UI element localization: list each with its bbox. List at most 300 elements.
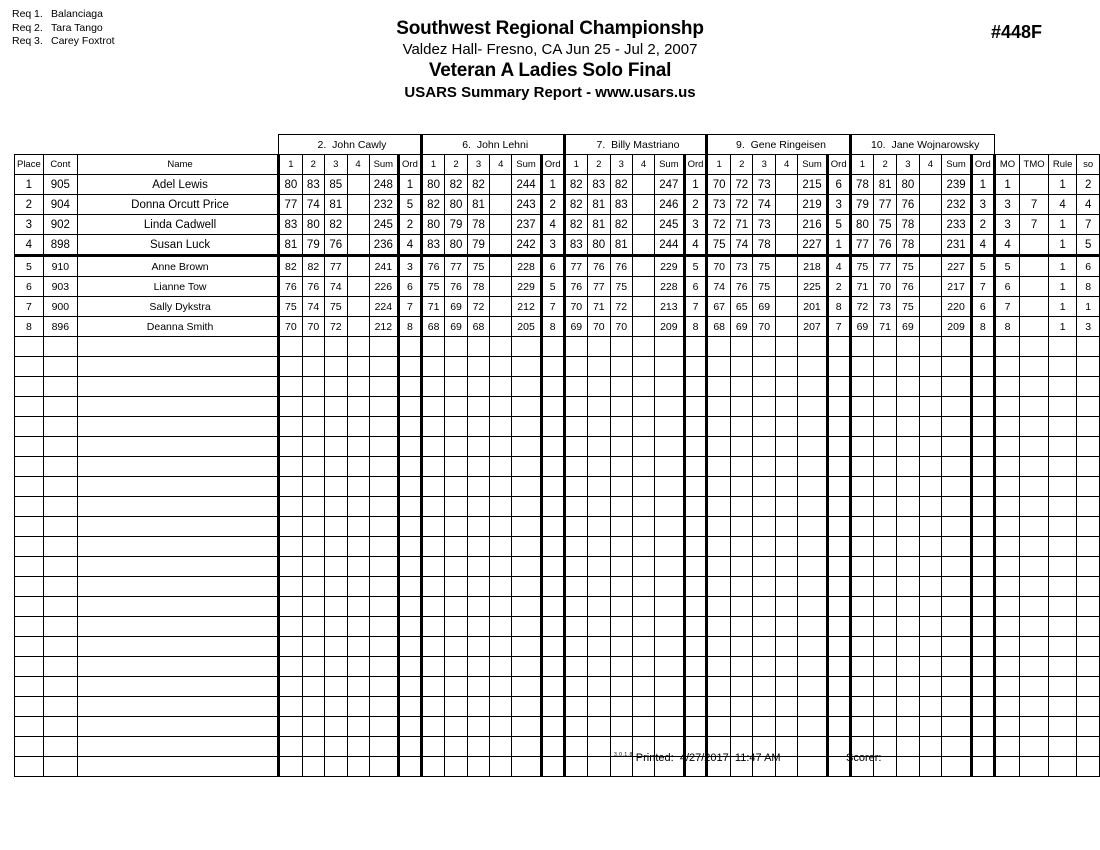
- empty-table-row[interactable]: [15, 577, 1100, 597]
- row-j3-s1: 69: [564, 317, 587, 337]
- row-j5-sum: [942, 357, 972, 377]
- row-cont: 902: [43, 215, 77, 235]
- header-j1-2: 2: [302, 155, 324, 175]
- row-j1-s3: 85: [325, 175, 347, 195]
- row-tmo: [1020, 357, 1049, 377]
- row-j1-sum: [369, 637, 399, 657]
- row-j5-sum: 239: [942, 175, 972, 195]
- row-j3-s1: 82: [564, 175, 587, 195]
- row-j4-s1: [707, 617, 731, 637]
- row-j2-sum: [512, 517, 542, 537]
- row-j4-s3: [753, 557, 776, 577]
- row-j5-sum: [942, 477, 972, 497]
- row-so: [1077, 477, 1100, 497]
- row-j1-s4: [347, 597, 369, 617]
- row-j2-s4: [490, 677, 512, 697]
- row-j4-s2: [730, 377, 753, 397]
- row-j3-s1: [564, 717, 587, 737]
- row-j5-ord: 4: [971, 235, 994, 256]
- row-j5-ord: [971, 637, 994, 657]
- row-place: [15, 517, 44, 537]
- row-j2-s2: [445, 657, 467, 677]
- row-j1-ord: [399, 637, 422, 657]
- row-j2-s2: [445, 437, 467, 457]
- row-j2-s1: 80: [421, 175, 444, 195]
- row-place: 4: [15, 235, 44, 256]
- row-j4-ord: [827, 397, 850, 417]
- row-mo: 7: [994, 297, 1020, 317]
- row-j3-s1: [564, 357, 587, 377]
- empty-table-row[interactable]: [15, 637, 1100, 657]
- row-j1-sum: [369, 597, 399, 617]
- row-j4-ord: 7: [827, 317, 850, 337]
- row-j4-s4: [776, 477, 798, 497]
- row-j2-s2: [445, 597, 467, 617]
- row-j1-s4: [347, 537, 369, 557]
- row-j5-s1: [850, 697, 874, 717]
- row-name: [77, 457, 278, 477]
- row-place: [15, 397, 44, 417]
- row-j3-s4: [633, 195, 655, 215]
- row-rule: [1048, 517, 1077, 537]
- row-j1-s2: [302, 457, 324, 477]
- empty-table-row[interactable]: [15, 617, 1100, 637]
- row-cont: [43, 397, 77, 417]
- row-j5-s3: [897, 537, 920, 557]
- row-j2-s1: [421, 597, 444, 617]
- header-j5-sum: Sum: [942, 155, 972, 175]
- row-j2-s4: [490, 537, 512, 557]
- row-j1-s1: [279, 717, 302, 737]
- row-j1-s1: [279, 537, 302, 557]
- row-j5-s1: [850, 357, 874, 377]
- row-j1-s1: [279, 637, 302, 657]
- row-j1-ord: 7: [399, 297, 422, 317]
- row-j5-s2: [874, 517, 897, 537]
- table-row[interactable]: [15, 317, 1100, 337]
- print-stamp: [614, 752, 781, 764]
- row-mo: [994, 657, 1020, 677]
- table-row[interactable]: [15, 256, 1100, 277]
- requirement-prefix: Req: [12, 35, 32, 47]
- row-name: Deanna Smith: [77, 317, 278, 337]
- row-j2-sum: 237: [512, 215, 542, 235]
- row-j5-s2: [874, 357, 897, 377]
- row-j1-sum: [369, 697, 399, 717]
- row-j1-s1: [279, 437, 302, 457]
- row-j1-ord: [399, 397, 422, 417]
- row-rule: [1048, 577, 1077, 597]
- row-j2-s4: [490, 195, 512, 215]
- row-j5-sum: 227: [942, 256, 972, 277]
- empty-table-row[interactable]: [15, 337, 1100, 357]
- row-j2-ord: 1: [541, 175, 564, 195]
- row-j1-s3: [325, 397, 347, 417]
- row-j2-ord: [541, 697, 564, 717]
- row-j2-s4: [490, 317, 512, 337]
- row-j2-s2: [445, 337, 467, 357]
- row-j1-ord: [399, 537, 422, 557]
- row-place: [15, 477, 44, 497]
- row-j1-sum: 236: [369, 235, 399, 256]
- row-j4-s4: [776, 317, 798, 337]
- row-j5-ord: 3: [971, 195, 994, 215]
- row-cont: [43, 577, 77, 597]
- row-place: 3: [15, 215, 44, 235]
- row-j4-s3: [753, 637, 776, 657]
- row-j5-s2: [874, 337, 897, 357]
- header-j3-ord: Ord: [684, 155, 707, 175]
- row-j3-ord: [684, 597, 707, 617]
- row-so: [1077, 737, 1100, 757]
- row-name: Linda Cadwell: [77, 215, 278, 235]
- row-j1-sum: [369, 337, 399, 357]
- row-j4-sum: [798, 717, 828, 737]
- row-j1-s2: [302, 357, 324, 377]
- row-name: [77, 537, 278, 557]
- row-cont: [43, 377, 77, 397]
- row-j5-s3: [897, 637, 920, 657]
- empty-table-row[interactable]: [15, 357, 1100, 377]
- row-j2-s2: 79: [445, 215, 467, 235]
- row-j1-ord: [399, 717, 422, 737]
- row-j4-sum: [798, 377, 828, 397]
- row-name: [77, 697, 278, 717]
- judge-name: Gene Ringeisen: [750, 138, 826, 151]
- row-j3-s3: [610, 377, 632, 397]
- row-rule: [1048, 457, 1077, 477]
- row-j4-s1: 70: [707, 256, 731, 277]
- empty-table-row[interactable]: [15, 697, 1100, 717]
- judge-title-spacer-so: [1077, 135, 1100, 155]
- table-row[interactable]: [15, 235, 1100, 256]
- empty-table-row[interactable]: [15, 557, 1100, 577]
- row-j2-s3: [467, 517, 489, 537]
- row-cont: 900: [43, 297, 77, 317]
- row-j5-s1: [850, 457, 874, 477]
- judge-header-5: [850, 135, 994, 155]
- row-j4-s4: [776, 617, 798, 637]
- row-j2-s1: [421, 457, 444, 477]
- row-rule: [1048, 697, 1077, 717]
- report-header: [0, 0, 1100, 130]
- row-tmo: [1020, 697, 1049, 717]
- row-j2-sum: [512, 537, 542, 557]
- row-rule: [1048, 557, 1077, 577]
- row-so: [1077, 457, 1100, 477]
- row-j3-s2: [588, 597, 610, 617]
- empty-table-row[interactable]: [15, 457, 1100, 477]
- row-j2-s2: [445, 457, 467, 477]
- row-j4-s2: [730, 657, 753, 677]
- table-row[interactable]: [15, 215, 1100, 235]
- empty-table-row[interactable]: [15, 437, 1100, 457]
- empty-table-row[interactable]: [15, 397, 1100, 417]
- judge-header-4: [707, 135, 850, 155]
- row-j2-sum: [512, 617, 542, 637]
- row-j2-s4: [490, 597, 512, 617]
- row-j1-s2: [302, 337, 324, 357]
- row-j5-sum: 220: [942, 297, 972, 317]
- row-j3-s2: [588, 517, 610, 537]
- row-j3-s3: [610, 497, 632, 517]
- row-j3-sum: [655, 357, 685, 377]
- row-j1-sum: 226: [369, 277, 399, 297]
- row-j5-ord: [971, 617, 994, 637]
- row-j5-s3: [897, 437, 920, 457]
- header-j4-4: 4: [776, 155, 798, 175]
- row-rule: 1: [1048, 235, 1077, 256]
- row-j4-ord: [827, 597, 850, 617]
- row-j3-ord: 5: [684, 256, 707, 277]
- row-j3-s1: [564, 617, 587, 637]
- row-j4-ord: [827, 517, 850, 537]
- row-j5-s3: [897, 697, 920, 717]
- row-j1-sum: 245: [369, 215, 399, 235]
- row-j1-ord: 8: [399, 317, 422, 337]
- row-j4-sum: [798, 657, 828, 677]
- row-j1-s2: [302, 477, 324, 497]
- row-j3-sum: [655, 657, 685, 677]
- row-rule: [1048, 597, 1077, 617]
- row-place: [15, 657, 44, 677]
- row-place: 2: [15, 195, 44, 215]
- empty-table-row[interactable]: [15, 537, 1100, 557]
- row-j1-s4: [347, 277, 369, 297]
- row-j1-s1: [279, 657, 302, 677]
- row-j1-s3: [325, 377, 347, 397]
- row-j4-s4: [776, 235, 798, 256]
- row-j4-ord: [827, 457, 850, 477]
- row-j3-s2: [588, 697, 610, 717]
- row-j2-s4: [490, 377, 512, 397]
- row-j2-sum: 242: [512, 235, 542, 256]
- row-j5-sum: 209: [942, 317, 972, 337]
- row-j1-s3: [325, 517, 347, 537]
- row-place: [15, 717, 44, 737]
- row-j5-s4: [919, 256, 941, 277]
- row-j5-s4: [919, 657, 941, 677]
- empty-table-row[interactable]: [15, 657, 1100, 677]
- row-place: [15, 677, 44, 697]
- row-j5-s4: [919, 357, 941, 377]
- row-j1-s1: [279, 517, 302, 537]
- row-place: [15, 697, 44, 717]
- row-j3-s3: [610, 337, 632, 357]
- row-j4-s2: 72: [730, 195, 753, 215]
- row-j2-s4: [490, 297, 512, 317]
- row-rule: 1: [1048, 297, 1077, 317]
- row-j5-s2: 73: [874, 297, 897, 317]
- table-row[interactable]: [15, 175, 1100, 195]
- row-j5-sum: [942, 597, 972, 617]
- row-j1-ord: [399, 577, 422, 597]
- requirement-label: Balanciaga: [51, 8, 103, 20]
- row-j3-s2: [588, 617, 610, 637]
- row-cont: [43, 697, 77, 717]
- row-j2-sum: [512, 677, 542, 697]
- row-j4-s3: [753, 397, 776, 417]
- row-j1-ord: 1: [399, 175, 422, 195]
- row-j5-s3: 78: [897, 235, 920, 256]
- row-j1-s1: 75: [279, 297, 302, 317]
- row-j2-s1: [421, 397, 444, 417]
- row-j3-s1: [564, 637, 587, 657]
- row-rule: [1048, 477, 1077, 497]
- row-j2-s4: [490, 517, 512, 537]
- row-j2-ord: [541, 337, 564, 357]
- judge-name: John Lehni: [476, 138, 529, 151]
- row-j1-s4: [347, 397, 369, 417]
- row-j2-s3: 79: [467, 235, 489, 256]
- row-j1-ord: 5: [399, 195, 422, 215]
- header-j2-sum: Sum: [512, 155, 542, 175]
- row-name: [77, 557, 278, 577]
- row-j2-sum: 243: [512, 195, 542, 215]
- row-j5-sum: [942, 497, 972, 517]
- empty-table-row[interactable]: [15, 477, 1100, 497]
- row-j2-sum: [512, 357, 542, 377]
- row-so: [1077, 637, 1100, 657]
- row-j3-sum: 244: [655, 235, 685, 256]
- empty-table-row[interactable]: [15, 497, 1100, 517]
- row-j4-s3: [753, 497, 776, 517]
- row-j3-s2: [588, 717, 610, 737]
- row-j3-s2: [588, 357, 610, 377]
- row-j3-s4: [633, 697, 655, 717]
- row-place: [15, 597, 44, 617]
- row-j5-s3: [897, 677, 920, 697]
- row-j3-sum: 247: [655, 175, 685, 195]
- row-j4-s4: [776, 557, 798, 577]
- row-j4-s3: [753, 377, 776, 397]
- row-j1-s4: [347, 377, 369, 397]
- header-j1-1: 1: [279, 155, 302, 175]
- row-j1-s1: [279, 617, 302, 637]
- table-row[interactable]: [15, 277, 1100, 297]
- header-j1-ord: Ord: [399, 155, 422, 175]
- report-source: USARS Summary Report - www.usars.us: [404, 84, 696, 101]
- row-cont: 910: [43, 256, 77, 277]
- row-j3-s4: [633, 297, 655, 317]
- header-cont: Cont: [43, 155, 77, 175]
- row-j3-s3: [610, 677, 632, 697]
- row-j4-s2: 74: [730, 235, 753, 256]
- row-j1-s4: [347, 175, 369, 195]
- row-j3-s2: [588, 677, 610, 697]
- row-j5-s3: [897, 477, 920, 497]
- row-tmo: [1020, 317, 1049, 337]
- row-name: Sally Dykstra: [77, 297, 278, 317]
- row-j5-s4: [919, 537, 941, 557]
- empty-table-row[interactable]: [15, 677, 1100, 697]
- row-j3-s4: [633, 457, 655, 477]
- row-j4-ord: [827, 657, 850, 677]
- table-row[interactable]: [15, 297, 1100, 317]
- row-j4-s2: 65: [730, 297, 753, 317]
- row-j5-sum: [942, 657, 972, 677]
- row-j5-s2: [874, 417, 897, 437]
- header-j2-3: 3: [467, 155, 489, 175]
- row-j4-s2: [730, 717, 753, 737]
- row-j3-ord: 7: [684, 297, 707, 317]
- row-j1-s1: [279, 677, 302, 697]
- empty-table-row[interactable]: [15, 717, 1100, 737]
- row-place: [15, 377, 44, 397]
- row-j4-sum: [798, 517, 828, 537]
- empty-table-row[interactable]: [15, 597, 1100, 617]
- row-j4-s3: [753, 597, 776, 617]
- row-j2-sum: [512, 637, 542, 657]
- row-j3-s3: [610, 417, 632, 437]
- row-j4-s2: [730, 397, 753, 417]
- row-j1-sum: [369, 677, 399, 697]
- row-j4-s4: [776, 517, 798, 537]
- row-j5-sum: [942, 637, 972, 657]
- row-j3-sum: [655, 677, 685, 697]
- row-j3-s4: [633, 717, 655, 737]
- table-row[interactable]: [15, 195, 1100, 215]
- row-j1-s1: [279, 337, 302, 357]
- row-j3-s1: [564, 537, 587, 557]
- row-j3-s2: 81: [588, 215, 610, 235]
- row-j1-s1: [279, 397, 302, 417]
- row-j5-s3: [897, 557, 920, 577]
- row-j2-s1: 82: [421, 195, 444, 215]
- row-name: [77, 657, 278, 677]
- row-j1-sum: [369, 357, 399, 377]
- row-place: [15, 617, 44, 637]
- row-j1-s2: [302, 577, 324, 597]
- row-j4-s1: 68: [707, 317, 731, 337]
- row-j3-s1: 77: [564, 256, 587, 277]
- row-j2-ord: 3: [541, 235, 564, 256]
- printed-time: 11:47 AM: [734, 752, 781, 764]
- row-tmo: [1020, 577, 1049, 597]
- row-j4-s3: [753, 717, 776, 737]
- row-mo: 6: [994, 277, 1020, 297]
- row-j5-s2: [874, 717, 897, 737]
- empty-table-row[interactable]: [15, 377, 1100, 397]
- empty-table-row[interactable]: [15, 517, 1100, 537]
- row-j1-s4: [347, 195, 369, 215]
- row-j2-sum: [512, 657, 542, 677]
- requirement-label: Tara Tango: [51, 21, 103, 34]
- row-j2-sum: [512, 717, 542, 737]
- row-j1-s2: [302, 437, 324, 457]
- row-j2-s2: 77: [445, 256, 467, 277]
- row-j2-sum: [512, 397, 542, 417]
- row-j3-s1: [564, 597, 587, 617]
- row-j3-s3: [610, 517, 632, 537]
- row-j1-sum: [369, 437, 399, 457]
- empty-table-row[interactable]: [15, 417, 1100, 437]
- row-place: 6: [15, 277, 44, 297]
- requirement-number: 1.: [34, 8, 43, 20]
- row-j2-s3: [467, 337, 489, 357]
- row-j3-s2: [588, 477, 610, 497]
- row-j2-sum: [512, 457, 542, 477]
- row-j4-ord: 3: [827, 195, 850, 215]
- row-j5-sum: [942, 717, 972, 737]
- row-j4-s3: 78: [753, 235, 776, 256]
- row-j5-s2: [874, 697, 897, 717]
- row-j2-s4: [490, 477, 512, 497]
- row-j2-s4: [490, 577, 512, 597]
- row-j4-s4: [776, 717, 798, 737]
- row-j2-s3: [467, 397, 489, 417]
- row-j4-ord: 2: [827, 277, 850, 297]
